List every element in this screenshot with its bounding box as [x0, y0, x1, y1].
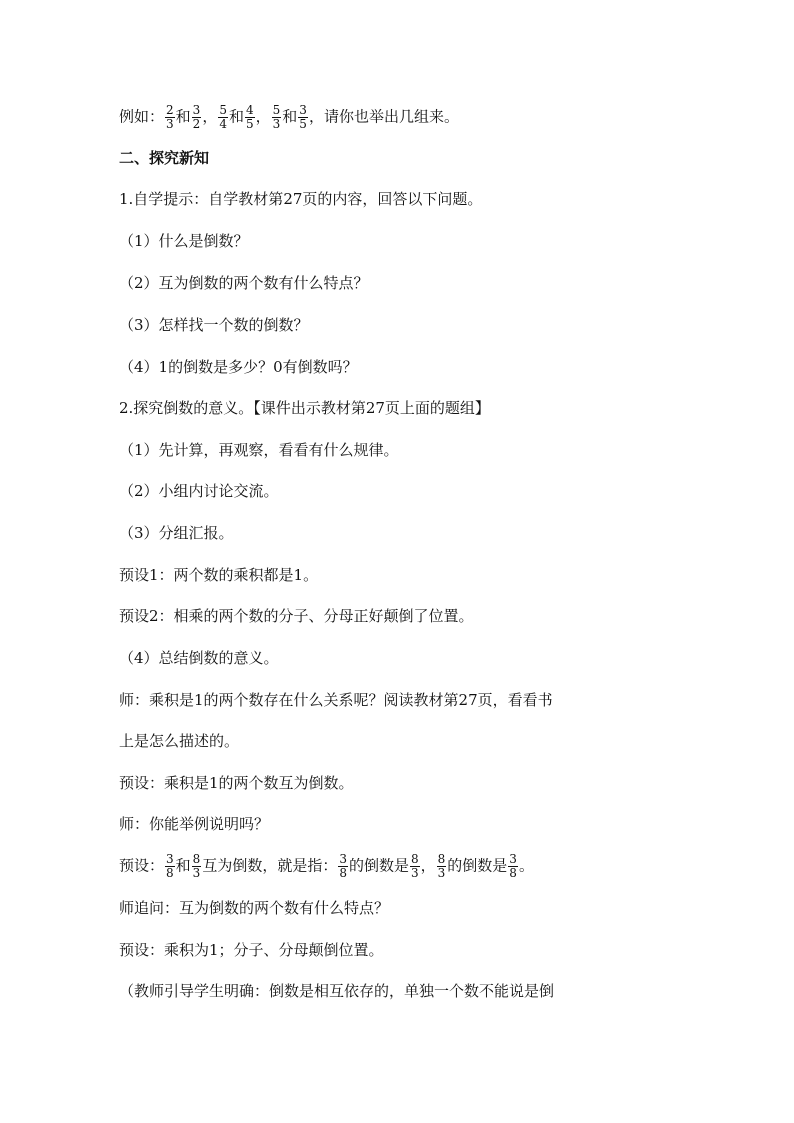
separator: ， [202, 107, 218, 126]
text-line: 2.探究倒数的意义。【课件出示教材第27页上面的题组】 [119, 399, 490, 417]
fraction: $\frac{3}{5}$ [299, 103, 307, 131]
fraction: $\frac{3}{8}$ [339, 852, 347, 880]
fraction: $\frac{5}{4}$ [219, 103, 227, 131]
fraction: $\frac{3}{8}$ [166, 852, 174, 880]
fraction: $\frac{3}{8}$ [509, 852, 517, 880]
text-line: （2）小组内讨论交流。 [119, 482, 279, 500]
text-line: （教师引导学生明确：倒数是相互依存的，单独一个数不能说是倒 [119, 982, 555, 1000]
text-line: 上是怎么描述的。 [119, 732, 240, 750]
preset-example-line [119, 853, 534, 880]
text-line: （3）怎样找一个数的倒数？ [119, 316, 309, 334]
fraction: $\frac{8}{3}$ [437, 852, 446, 880]
text-line: 师：乘积是1的两个数存在什么关系呢？阅读教材第27页，看看书 [119, 691, 553, 709]
text-line: 预设2：相乘的两个数的分子、分母正好颠倒了位置。 [119, 607, 474, 625]
and-text: 和 [282, 107, 298, 126]
fraction: $\frac{8}{3}$ [192, 852, 201, 880]
end-text: 。 [518, 856, 534, 875]
separator: ， [255, 107, 271, 126]
fraction: $\frac{8}{3}$ [410, 852, 419, 880]
fraction: $\frac{4}{5}$ [245, 103, 254, 131]
text-line: 预设：乘积是1的两个数互为倒数。 [119, 774, 354, 792]
of-text: 的倒数是 [348, 856, 409, 875]
text-line: 1.自学提示：自学教材第27页的内容，回答以下问题。 [119, 190, 483, 208]
text-line: （1）先计算，再观察，看看有什么规律。 [119, 441, 399, 459]
text-line: 师：你能举例说明吗？ [119, 815, 270, 833]
example-suffix: ，请你也举出几组来。 [308, 107, 459, 126]
text-line: 预设1：两个数的乘积都是1。 [119, 566, 319, 584]
preset-mid-text: 互为倒数，就是指： [202, 856, 338, 875]
separator: ， [420, 856, 436, 875]
text-line: （4）总结倒数的意义。 [119, 649, 279, 667]
fraction: $\frac{5}{3}$ [272, 103, 281, 131]
example-line [119, 104, 459, 131]
and-text: 和 [175, 856, 191, 875]
text-line: 预设：乘积为1；分子、分母颠倒位置。 [119, 941, 384, 959]
example-prefix: 例如： [119, 107, 165, 126]
text-line: （3）分组汇报。 [119, 524, 234, 542]
text-line: （1）什么是倒数？ [119, 232, 249, 250]
section-title: 二、探究新知 [119, 149, 210, 167]
preset-prefix: 预设： [119, 856, 165, 875]
and-text: 和 [175, 107, 191, 126]
and-text: 和 [228, 107, 244, 126]
of-text: 的倒数是 [447, 856, 508, 875]
text-line: （4）1的倒数是多少？0有倒数吗？ [119, 358, 358, 376]
text-line: （2）互为倒数的两个数有什么特点？ [119, 274, 369, 292]
fraction: $\frac{2}{3}$ [166, 103, 174, 131]
fraction: $\frac{3}{2}$ [192, 103, 201, 131]
text-line: 师追问：互为倒数的两个数有什么特点？ [119, 899, 390, 917]
